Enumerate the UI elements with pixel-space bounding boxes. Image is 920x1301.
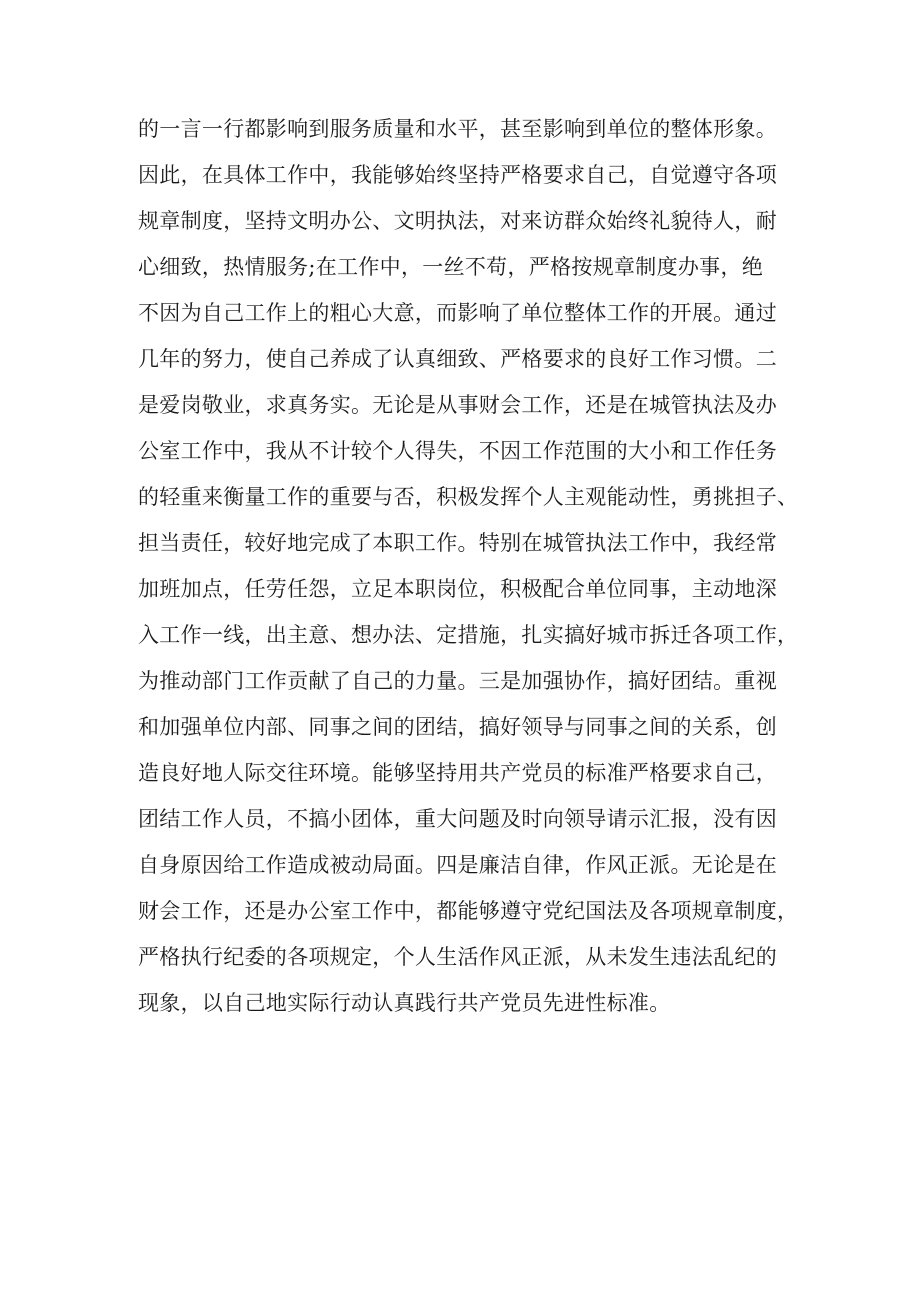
- text-line: 入工作一线，出主意、想办法、定措施，扎实搞好城市拆迁各项工作，: [138, 623, 799, 647]
- text-line: 几年的努力，使自己养成了认真细致、严格要求的良好工作习惯。二: [138, 347, 777, 371]
- text-line: 不因为自己工作上的粗心大意，而影响了单位整体工作的开展。通过: [138, 301, 777, 325]
- text-line: 自身原因给工作造成被动局面。四是廉洁自律，作风正派。无论是在: [138, 853, 777, 877]
- text-line: 心细致，热情服务;在工作中，一丝不苟，严格按规章制度办事，绝: [138, 255, 764, 279]
- body-paragraph: [138, 106, 799, 1026]
- text-line: 加班加点，任劳任怨，立足本职岗位，积极配合单位同事，主动地深: [138, 577, 777, 601]
- text-line: 规章制度，坚持文明办公、文明执法，对来访群众始终礼貌待人，耐: [138, 209, 777, 233]
- text-line: 公室工作中，我从不计较个人得失，不因工作范围的大小和工作任务: [138, 439, 777, 463]
- text-line: 为推动部门工作贡献了自己的力量。三是加强协作，搞好团结。重视: [138, 669, 777, 693]
- text-line: 的轻重来衡量工作的重要与否，积极发挥个人主观能动性，勇挑担子、: [138, 485, 799, 509]
- text-line: 严格执行纪委的各项规定，个人生活作风正派，从未发生违法乱纪的: [138, 945, 777, 969]
- text-line: 团结工作人员，不搞小团体，重大问题及时向领导请示汇报，没有因: [138, 807, 777, 831]
- text-line: 担当责任，较好地完成了本职工作。特别在城管执法工作中，我经常: [138, 531, 777, 555]
- text-line: 现象，以自己地实际行动认真践行共产党员先进性标准。: [138, 991, 671, 1015]
- text-line: 的一言一行都影响到服务质量和水平，甚至影响到单位的整体形象。: [138, 117, 777, 141]
- text-line: 造良好地人际交往环境。能够坚持用共产党员的标准严格要求自己，: [138, 761, 777, 785]
- text-line: 因此，在具体工作中，我能够始终坚持严格要求自己，自觉遵守各项: [138, 163, 777, 187]
- text-line: 是爱岗敬业，求真务实。无论是从事财会工作，还是在城管执法及办: [138, 393, 777, 417]
- text-line: 和加强单位内部、同事之间的团结，搞好领导与同事之间的关系，创: [138, 715, 777, 739]
- text-line: 财会工作，还是办公室工作中，都能够遵守党纪国法及各项规章制度，: [138, 899, 799, 923]
